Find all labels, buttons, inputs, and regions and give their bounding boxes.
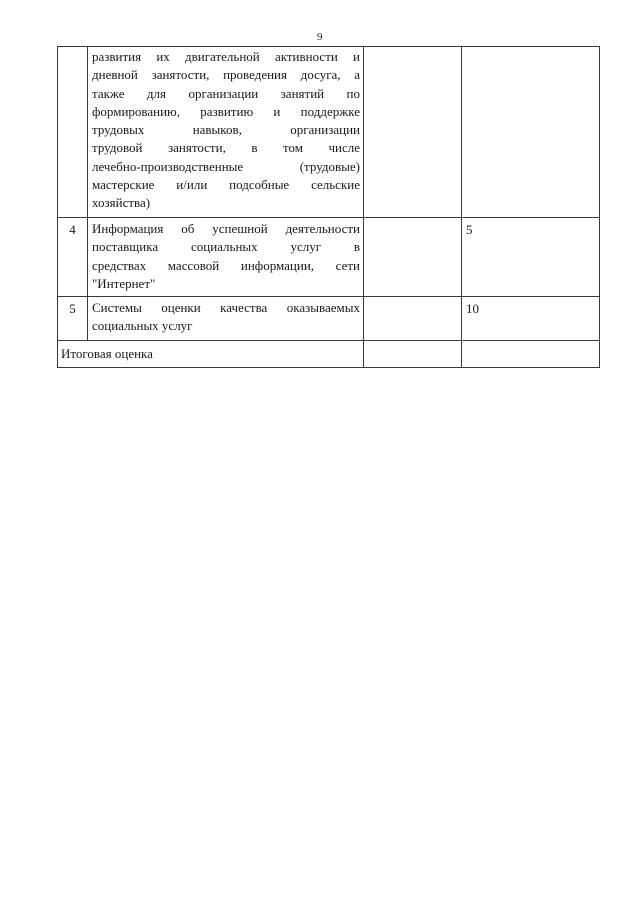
- score-cell: [462, 47, 600, 218]
- description-line: поставщика социальных услуг в: [92, 239, 360, 255]
- table-row: [58, 297, 600, 341]
- description-line: Системы оценки качества оказываемых: [92, 300, 360, 315]
- value-cell: [364, 218, 462, 297]
- total-value-cell: [364, 341, 462, 368]
- value-cell: [364, 47, 462, 218]
- description-line: лечебно-производственные (трудовые): [92, 158, 360, 174]
- table-row: [58, 218, 600, 297]
- description-line: также для организации занятий по: [92, 85, 360, 101]
- criterion-description-cell: [88, 47, 364, 218]
- description-line: хозяйства): [92, 195, 151, 211]
- criterion-description-cell: [88, 297, 364, 341]
- criterion-description-cell: [88, 218, 364, 297]
- total-label-cell: Итоговая оценка: [58, 341, 364, 368]
- total-score-cell: [462, 341, 600, 368]
- description-line: Информация об успешной деятельности: [92, 221, 360, 236]
- evaluation-table: [57, 46, 600, 368]
- row-index-cell: 5: [58, 297, 88, 341]
- description-line: трудовой занятости, в том числе: [92, 140, 360, 156]
- value-cell: [364, 297, 462, 341]
- description-line: социальных услуг: [92, 318, 193, 334]
- row-index-cell: 4: [58, 218, 88, 297]
- score-cell: 5: [462, 218, 600, 297]
- description-line: мастерские и/или подсобные сельские: [92, 177, 360, 193]
- description-line: развития их двигательной активности и: [92, 49, 360, 64]
- description-line: формированию, развитию и поддержке: [92, 103, 360, 119]
- score-cell: 10: [462, 297, 600, 341]
- page-number: 9: [317, 31, 323, 43]
- description-line: дневной занятости, проведения досуга, а: [92, 67, 360, 83]
- description-line: "Интернет": [92, 275, 156, 291]
- row-index-cell: [58, 47, 88, 218]
- table-row: [58, 47, 600, 218]
- description-line: средствах массовой информации, сети: [92, 257, 360, 273]
- total-row: [58, 341, 600, 368]
- description-line: трудовых навыков, организации: [92, 122, 360, 138]
